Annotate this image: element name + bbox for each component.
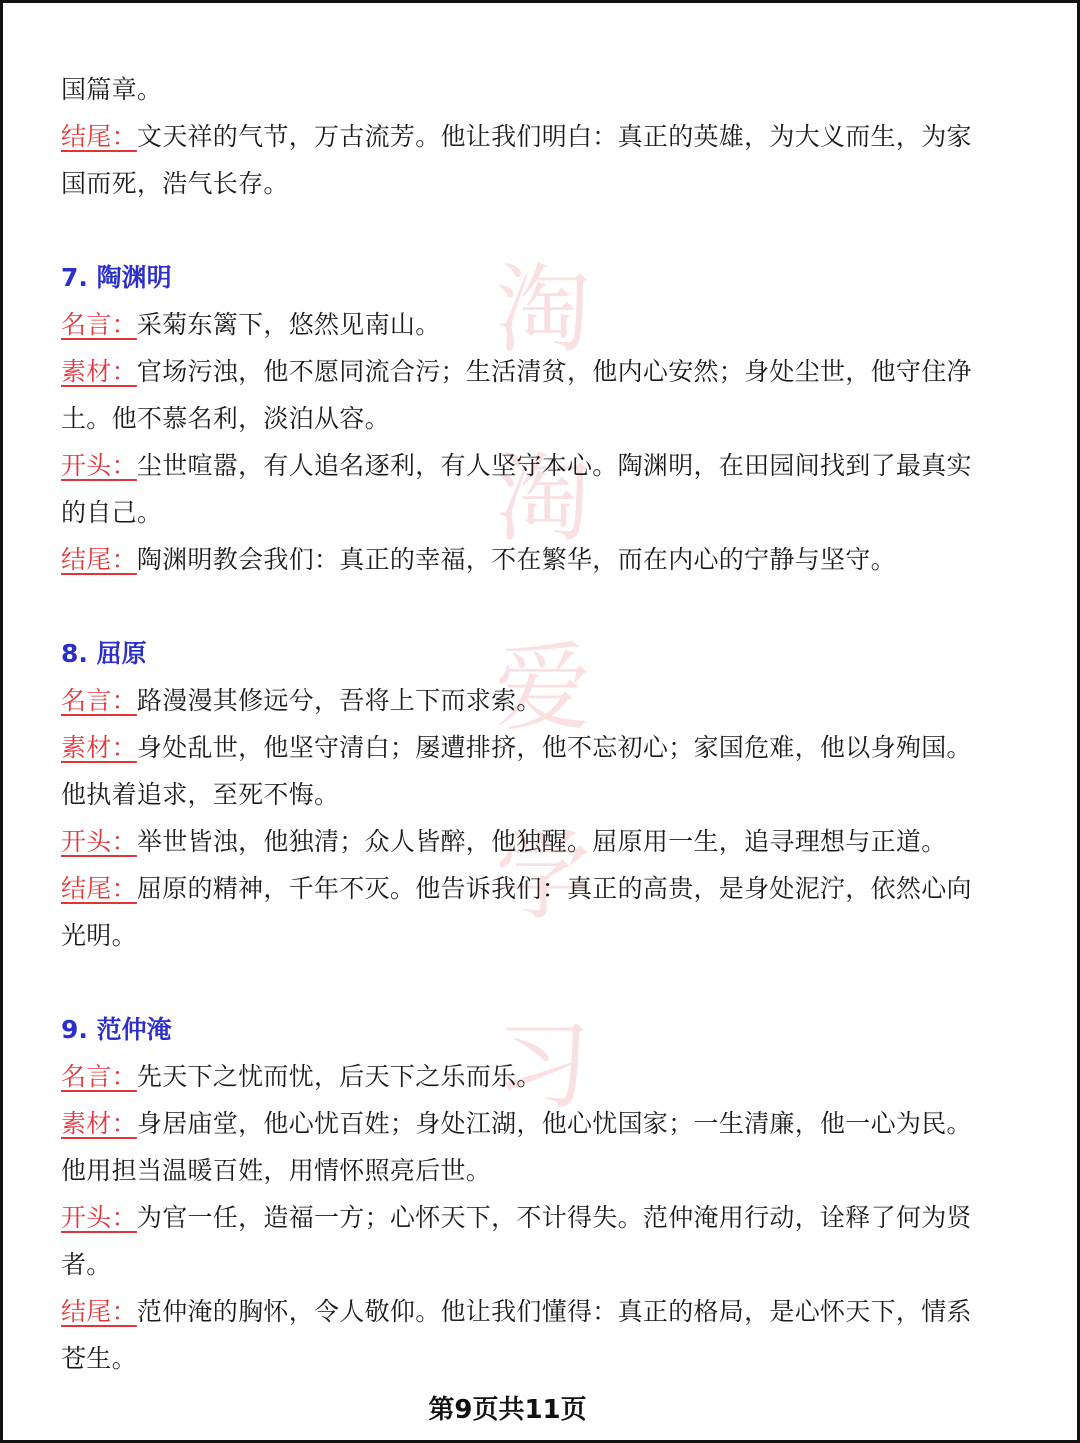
section-tao-yuanming xyxy=(61,254,1006,583)
quote-text: 路漫漫其修远兮，吾将上下而求索。 xyxy=(136,686,542,715)
material-row xyxy=(61,1100,1006,1147)
opening-continuation: 者。 xyxy=(61,1250,112,1279)
spacer xyxy=(61,959,1006,1006)
spacer xyxy=(61,583,1006,630)
material-row xyxy=(61,348,1006,395)
opening-label: 开头： xyxy=(61,451,137,480)
material-text: 身处乱世，他坚守清白；屡遭排挤，他不忘初心；家国危难，他以身殉国。 xyxy=(136,733,972,762)
spacer xyxy=(61,207,1006,254)
material-label: 素材： xyxy=(61,357,137,386)
section-heading: 8. 屈原 xyxy=(61,639,147,668)
material-row xyxy=(61,724,1006,771)
ending-label: 结尾： xyxy=(61,122,137,151)
opening-row xyxy=(61,442,1006,489)
ending-text: 陶渊明教会我们：真正的幸福，不在繁华，而在内心的宁静与坚守。 xyxy=(136,545,896,574)
intro-ending-continuation: 国而死，浩气长存。 xyxy=(61,169,289,198)
opening-row xyxy=(61,818,1006,865)
opening-text: 举世皆浊，他独清；众人皆醉，他独醒。屈原用一生，追寻理想与正道。 xyxy=(136,827,947,856)
material-text: 官场污浊，他不愿同流合污；生活清贫，他内心安然；身处尘世，他守住净 xyxy=(136,357,972,386)
material-continuation: 土。他不慕名利，淡泊从容。 xyxy=(61,404,390,433)
opening-text: 为官一任，造福一方；心怀天下，不计得失。范仲淹用行动，诠释了何为贤 xyxy=(136,1203,972,1232)
watermark-char: 爱 xyxy=(495,632,591,744)
ending-continuation: 光明。 xyxy=(61,921,137,950)
material-continuation: 他执着追求，至死不悔。 xyxy=(61,780,340,809)
watermark-char: 淘 xyxy=(495,443,591,555)
opening-row xyxy=(61,1194,1006,1241)
opening-continuation: 的自己。 xyxy=(61,498,163,527)
ending-row xyxy=(61,865,1006,912)
ending-label: 结尾： xyxy=(61,1297,137,1326)
quote-label: 名言： xyxy=(61,310,137,339)
quote-text: 先天下之忧而忧，后天下之乐而乐。 xyxy=(136,1062,542,1091)
section-fan-zhongyan xyxy=(61,1006,1006,1382)
quote-row xyxy=(61,301,1006,348)
intro-ending xyxy=(61,113,1006,160)
ending-text: 屈原的精神，千年不灭。他告诉我们：真正的高贵，是身处泥泞，依然心向 xyxy=(136,874,972,903)
quote-text: 采菊东篱下，悠然见南山。 xyxy=(136,310,441,339)
material-label: 素材： xyxy=(61,1109,137,1138)
ending-text: 文天祥的气节，万古流芳。他让我们明白：真正的英雄，为大义而生，为家 xyxy=(136,122,972,151)
material-continuation: 他用担当温暖百姓，用情怀照亮后世。 xyxy=(61,1156,492,1185)
quote-label: 名言： xyxy=(61,686,137,715)
material-label: 素材： xyxy=(61,733,137,762)
opening-label: 开头： xyxy=(61,1203,137,1232)
watermark-char: 淘 xyxy=(495,254,591,366)
ending-label: 结尾： xyxy=(61,545,137,574)
section-heading: 7. 陶渊明 xyxy=(61,263,172,292)
intro-text: 国篇章。 xyxy=(61,75,163,104)
quote-row xyxy=(61,677,1006,724)
watermark-char: 习 xyxy=(495,1010,591,1122)
opening-text: 尘世喧嚣，有人追名逐利，有人坚守本心。陶渊明，在田园间找到了最真实 xyxy=(136,451,972,480)
material-text: 身居庙堂，他心忧百姓；身处江湖，他心忧国家；一生清廉，他一心为民。 xyxy=(136,1109,972,1138)
quote-row xyxy=(61,1053,1006,1100)
watermark-char: 学 xyxy=(495,821,591,933)
section-heading: 9. 范仲淹 xyxy=(61,1015,172,1044)
section-qu-yuan xyxy=(61,630,1006,959)
ending-label: 结尾： xyxy=(61,874,137,903)
quote-label: 名言： xyxy=(61,1062,137,1091)
ending-row xyxy=(61,536,1006,583)
ending-text: 范仲淹的胸怀，令人敬仰。他让我们懂得：真正的格局，是心怀天下，情系 xyxy=(136,1297,972,1326)
page-number: 第9页共11页 xyxy=(428,1395,587,1425)
document-body xyxy=(61,66,1006,1382)
ending-continuation: 苍生。 xyxy=(61,1344,137,1373)
opening-label: 开头： xyxy=(61,827,137,856)
ending-row xyxy=(61,1288,1006,1335)
